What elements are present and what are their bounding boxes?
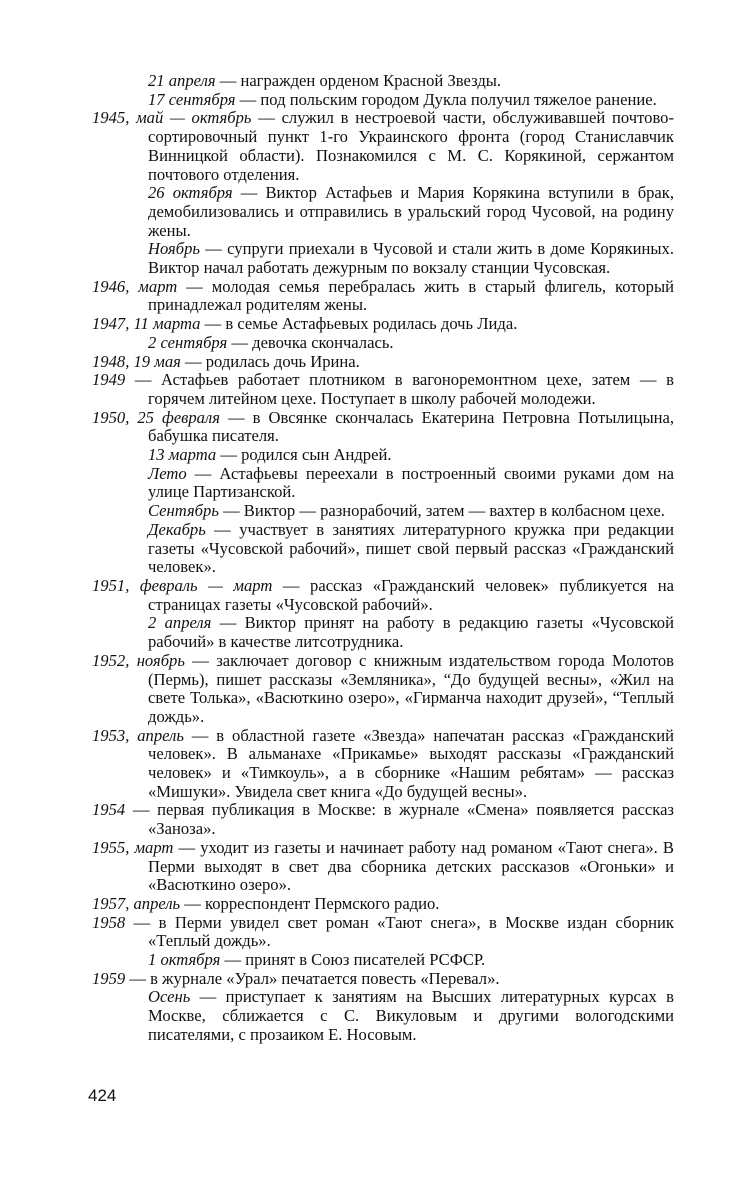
entry-text: — приступает к занятиям на Высших литературных курсах в Москве, сближается с С. Викуловым и другими вологодскими писателями, с прозаиком Е. Носовым. bbox=[148, 987, 674, 1044]
entry-text: — рассказ «Гражданский человек» публикуется на страницах газеты «Чусовской рабочий». bbox=[148, 575, 674, 614]
entry-date: 17 сентября bbox=[148, 89, 236, 109]
entry-text: — в Перми увидел свет роман «Тают снега», в Москве издан сборник «Теплый дождь». bbox=[125, 912, 674, 951]
chronology-entry bbox=[92, 278, 674, 315]
chronology-entry bbox=[92, 839, 674, 895]
chronology-entry bbox=[92, 72, 674, 91]
entry-text: — уходит из газеты и начинает работу над романом «Тают снега». В Перми выходят в свет два сборника детских рассказов «Огоньки» и «Васюткино озеро». bbox=[148, 837, 674, 895]
chronology-entry bbox=[92, 184, 674, 240]
chronology-entry bbox=[92, 240, 674, 277]
entry-text: — Виктор принят на работу в редакцию газеты «Чусовской рабочий» в качестве литсотрудника. bbox=[148, 613, 674, 652]
entry-text: — в журнале «Урал» печатается повесть «Перевал». bbox=[125, 968, 500, 988]
chronology-entry bbox=[92, 502, 674, 521]
entry-text: — Астафьев работает плотником в вагоноремонтном цехе, затем — в горячем литейном цехе. Поступает в школу рабочей молодежи. bbox=[125, 370, 674, 408]
entry-date: 1959 bbox=[92, 968, 126, 988]
entry-text: — участвует в занятиях литературного кружка при редакции газеты «Чусовской рабочий», пишет свой первый рассказ «Гражданский человек». bbox=[148, 519, 674, 577]
chronology-entry bbox=[92, 91, 674, 110]
entry-date: 2 апреля bbox=[148, 613, 212, 633]
entry-date: 1 октября bbox=[148, 950, 221, 970]
entry-date: 1947, 11 марта bbox=[92, 314, 201, 334]
entry-date: 1953, апрель bbox=[92, 725, 184, 745]
entry-text: — первая публикация в Москве: в журнале «Смена» появляется рассказ «Заноза». bbox=[125, 800, 674, 839]
chronology-entry bbox=[92, 446, 674, 465]
entry-date: Лето bbox=[148, 463, 187, 483]
entry-text: — Виктор Астафьев и Мария Корякина вступили в брак, демобилизовались и отправились в уральский город Чусовой, на родину жены. bbox=[148, 183, 675, 240]
chronology-entry bbox=[92, 521, 674, 577]
chronology-entry bbox=[92, 409, 674, 446]
entry-text: — служил в нестроевой части, обслуживавшей почтово-сортировочный пункт 1-го Украинского фронта (город Станиславчик Винницкой области). Познакомился с М. С. Корякиной, сержантом почтового отделения. bbox=[148, 108, 675, 184]
entry-date: 1949 bbox=[92, 370, 126, 390]
chronology-entry bbox=[92, 727, 674, 802]
chronology-entry bbox=[92, 970, 674, 989]
chronology-entry bbox=[92, 109, 674, 184]
entry-date: Ноябрь bbox=[148, 239, 200, 259]
entry-date: 1945, май — октябрь bbox=[92, 108, 252, 128]
entry-text: — корреспондент Пермского радио. bbox=[180, 893, 440, 913]
entry-text: — под польским городом Дукла получил тяжелое ранение. bbox=[235, 89, 657, 109]
entry-text: — девочка скончалась. bbox=[227, 332, 394, 352]
chronology-entry bbox=[92, 914, 674, 951]
entry-date: 1954 bbox=[92, 800, 126, 820]
entry-date: 1950, 25 февраля bbox=[92, 407, 220, 427]
entry-date: 2 сентября bbox=[148, 332, 228, 352]
entry-date: 1952, ноябрь bbox=[92, 650, 185, 670]
chronology-entry bbox=[92, 334, 674, 353]
chronology-entry bbox=[92, 801, 674, 838]
entry-text: — принят в Союз писателей РСФСР. bbox=[220, 950, 486, 970]
entry-date: 1946, март bbox=[92, 276, 178, 296]
chronology-entry bbox=[92, 951, 674, 970]
entry-date: Сентябрь bbox=[148, 501, 219, 521]
entry-date: 1957, апрель bbox=[92, 893, 181, 913]
entry-date: 1948, 19 мая bbox=[92, 351, 181, 371]
entry-text: — награжден орденом Красной Звезды. bbox=[215, 71, 502, 90]
entry-date: 1958 bbox=[92, 912, 126, 932]
chronology-entry bbox=[92, 465, 674, 502]
chronology-entry bbox=[92, 577, 674, 614]
chronology-entry bbox=[92, 988, 674, 1044]
entry-text: — Виктор — разнорабочий, затем — вахтер в колбасном цехе. bbox=[218, 501, 665, 521]
chronology-entry bbox=[92, 353, 674, 372]
entry-text: — в Овсянке скончалась Екатерина Петровна Потылицына, бабушка писателя. bbox=[148, 407, 674, 446]
entry-date: 13 марта bbox=[148, 445, 217, 465]
entry-date: 26 октября bbox=[148, 183, 233, 203]
chronology-entry bbox=[92, 315, 674, 334]
chronology-entry bbox=[92, 371, 674, 408]
entry-text: — в семье Астафьевых родилась дочь Лида. bbox=[200, 314, 518, 334]
chronology-entry bbox=[92, 614, 674, 651]
entry-date: 1955, март bbox=[92, 837, 174, 857]
chronology-text bbox=[92, 72, 674, 1045]
entry-date: 1951, февраль — март bbox=[92, 575, 273, 595]
entry-date: Осень bbox=[148, 987, 191, 1007]
entry-text: — молодая семья перебралась жить в старый флигель, который принадлежал родителям жены. bbox=[148, 276, 674, 315]
entry-date: Декабрь bbox=[148, 519, 206, 539]
entry-text: — супруги приехали в Чусовой и стали жить в доме Корякиных. Виктор начал работать дежурным по вокзалу станции Чусовская. bbox=[148, 239, 674, 278]
entry-text: — в областной газете «Звезда» напечатан рассказ «Гражданский человек». В альманахе «Прикамье» выходят рассказы «Гражданский человек» и «Тимкоуль», а в сборнике «Нашим ребятам» — рассказ «Мишуки». Увидела свет книга «До будущей весны». bbox=[148, 725, 674, 801]
page-number: 424 bbox=[88, 1086, 117, 1105]
entry-text: — Астафьевы переехали в построенный своими руками дом на улице Партизанской. bbox=[148, 463, 674, 502]
entry-text: — родился сын Андрей. bbox=[216, 445, 392, 465]
entry-text: — заключает договор с книжным издательством города Молотов (Пермь), пишет рассказы «Земляника», “До будущей весны», «Жил на свете Толька», «Васюткино озеро», «Гирманча находит друзей», “Теплый дождь». bbox=[148, 650, 675, 726]
chronology-entry bbox=[92, 652, 674, 727]
entry-text: — родилась дочь Ирина. bbox=[180, 351, 360, 371]
entry-date: 21 апреля bbox=[148, 71, 216, 90]
chronology-entry bbox=[92, 895, 674, 914]
